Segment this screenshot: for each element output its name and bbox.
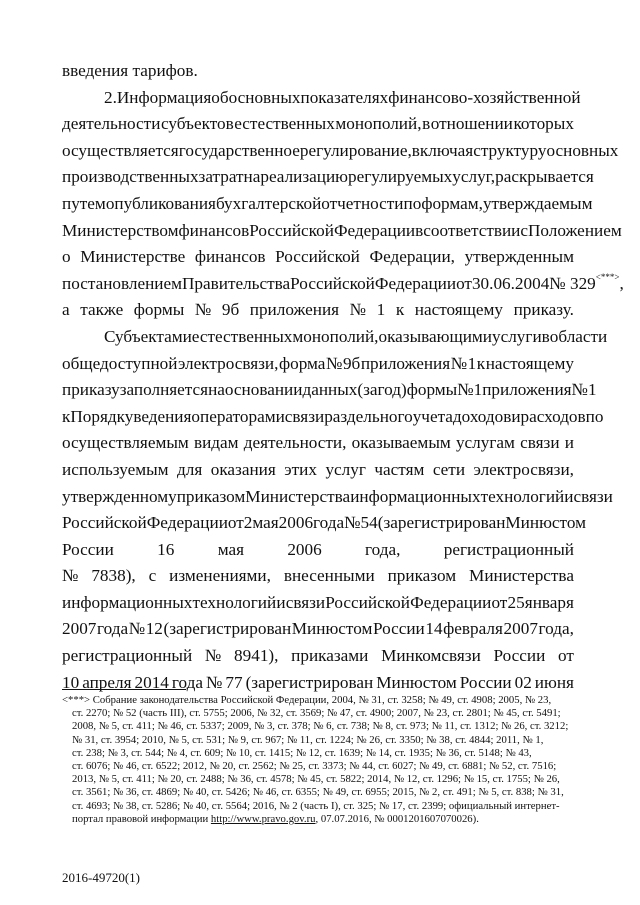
- word: Федерации: [146, 513, 228, 533]
- word: утвержденным: [464, 247, 574, 267]
- word: [549, 271, 623, 298]
- word: к: [395, 300, 405, 320]
- word: финансово-хозяйственной: [388, 87, 581, 107]
- word: отчетности: [321, 193, 404, 213]
- word: об: [211, 87, 229, 107]
- footnote-line-4: ст. 238; № 3, ст. 544; № 4, ст. 609; № 10, ст. 1415; № 12, ст. 1639; № 14, ст. 1935; № 36, ст. 5148; № 43,: [72, 746, 532, 759]
- word: Информация: [116, 87, 212, 107]
- word: деятельности: [62, 114, 161, 134]
- body-line: [62, 616, 574, 643]
- word: по: [403, 193, 422, 213]
- word: финансов: [194, 247, 266, 267]
- word: информационных: [350, 486, 481, 506]
- word: Минюстом: [291, 619, 373, 639]
- word: технологий: [480, 486, 565, 506]
- body-line: [62, 590, 574, 617]
- word: 25: [507, 592, 525, 612]
- word: монополий,: [292, 326, 379, 346]
- word: Субъектами: [104, 326, 192, 346]
- footnote-line-0: [62, 694, 580, 707]
- footnote-last-prefix: портал правовой информации: [72, 812, 211, 825]
- word: Министерства: [245, 486, 351, 506]
- word: связи: [573, 486, 613, 506]
- word: России: [372, 619, 425, 639]
- body-line: [62, 164, 594, 191]
- word: 14: [425, 619, 443, 639]
- word: настоящему: [485, 353, 574, 373]
- footnote-line-1: ст. 2270; № 52 (часть III), ст. 5755; 2006, № 32, ст. 3569; № 47, ст. 4900; 2007, № 23, ст. 2801; № 45, ст. 5491;: [72, 707, 561, 720]
- word: введения тарифов.: [62, 61, 198, 80]
- word: также: [80, 300, 124, 320]
- word: 16: [157, 539, 175, 559]
- word: регулируемых: [348, 167, 453, 187]
- word: на: [243, 167, 261, 187]
- word: приказом: [387, 566, 457, 586]
- word: естественных: [234, 114, 335, 134]
- word: Минкомсвязи: [381, 646, 481, 666]
- footnote-line-9: [62, 813, 580, 826]
- word: 2007: [62, 619, 97, 639]
- word: 30.06.2004: [471, 273, 550, 293]
- word: доходов: [452, 406, 512, 426]
- word: раздельного: [324, 406, 413, 426]
- footnote-line-5: ст. 6076; № 46, ст. 6522; 2012, № 20, ст. 2562; № 25, ст. 3373; № 44, ст. 6027; № 49, ст. 6881; № 52, ст. 7516;: [72, 760, 557, 773]
- word: технологий: [192, 592, 277, 612]
- footnote-text-0: Собрание законодательства Российской Федерации, 2004, № 31, ст. 3258; № 49, ст. 4908; 2005, № 23,: [92, 694, 552, 706]
- word: производственных: [62, 167, 199, 187]
- word: субъектов: [160, 114, 234, 134]
- word: Положением: [528, 220, 622, 240]
- word: утвержденному: [62, 486, 177, 506]
- word: и: [564, 486, 574, 506]
- word: апреля: [82, 672, 132, 692]
- body-text: [62, 58, 624, 696]
- word: года,: [538, 619, 574, 639]
- word: деятельности,: [243, 433, 347, 453]
- word: включая: [411, 140, 474, 160]
- word: внесенными: [283, 566, 375, 586]
- word: №: [62, 566, 79, 586]
- body-line: [62, 563, 574, 590]
- word: №: [128, 619, 146, 639]
- body-line: [62, 351, 574, 378]
- word: к: [476, 353, 486, 373]
- pravo-link[interactable]: http://www.pravo.gov.ru: [210, 812, 316, 825]
- body-line: [62, 138, 619, 165]
- word: (зарегистрирован: [245, 672, 374, 692]
- word: Федерации,: [369, 247, 455, 267]
- word: и: [564, 433, 574, 453]
- word: от: [227, 513, 244, 533]
- word: опубликования: [105, 193, 216, 213]
- word: России: [62, 539, 114, 559]
- word: января: [524, 592, 574, 612]
- footnote-marker: <***>: [62, 694, 91, 706]
- word: основных: [228, 87, 301, 107]
- word: регистрационный: [443, 539, 574, 559]
- word: февраля: [443, 619, 503, 639]
- body-line: [62, 484, 613, 511]
- word: электросвязи,: [473, 459, 574, 479]
- footnote-last-suffix: , 07.07.2016, № 0001201607070026).: [315, 812, 479, 825]
- word: о: [62, 247, 71, 267]
- body-line: [62, 111, 574, 138]
- word: Минюстом: [376, 672, 457, 692]
- body-line: [62, 643, 574, 670]
- word: приказом: [176, 486, 246, 506]
- word: (зарегистрирован: [163, 619, 292, 639]
- word: года,: [365, 539, 401, 559]
- word: Министерстве: [80, 247, 186, 267]
- word: 10: [62, 672, 80, 692]
- word: 8941),: [234, 646, 279, 666]
- word: частям: [374, 459, 425, 479]
- footnote-line-2: 2008, № 5, ст. 411; № 46, ст. 5337; 2009, № 3, ст. 378; № 6, ст. 738; № 8, ст. 973; № 11, ст. 1312; № 26, ст. 3212;: [72, 720, 569, 733]
- body-line: [62, 377, 597, 404]
- word: бухгалтерской: [215, 193, 322, 213]
- word: связи: [520, 433, 560, 453]
- word: Федерации: [410, 592, 492, 612]
- word: 1: [376, 300, 386, 320]
- body-line: [62, 404, 604, 431]
- body-line: [62, 85, 581, 112]
- body-line: [62, 457, 574, 484]
- word: к: [62, 406, 71, 426]
- word: 1: [467, 353, 477, 373]
- body-line: [62, 324, 608, 351]
- word: в: [541, 326, 550, 346]
- word: Минюстом: [505, 513, 586, 533]
- word: показателях: [300, 87, 389, 107]
- word: в: [415, 220, 424, 240]
- word: настоящему: [414, 300, 503, 320]
- word: 2.: [104, 87, 117, 107]
- word: (зарегистрирован: [377, 513, 506, 533]
- word: которых: [513, 114, 574, 134]
- word: 2: [243, 513, 253, 533]
- word: 54: [360, 513, 378, 533]
- footnote-divider: [62, 689, 186, 690]
- word: Российской: [62, 513, 147, 533]
- body-line: [62, 58, 574, 85]
- word: №: [349, 300, 367, 320]
- word: 9б: [221, 300, 240, 320]
- word: путем: [62, 193, 106, 213]
- footnote-line-8: ст. 4693; № 38, ст. 5286; № 40, ст. 5564; 2016, № 2 (часть I), ст. 325; № 17, ст. 2399; официальный интернет-: [72, 799, 560, 812]
- footnote-reference[interactable]: <***>: [595, 271, 620, 282]
- word: услугам: [455, 433, 515, 453]
- word: 2014: [134, 672, 169, 692]
- word: (за: [357, 380, 378, 400]
- comma: ,: [619, 273, 624, 293]
- word: России: [493, 646, 546, 666]
- word: естественных: [191, 326, 293, 346]
- word: от: [558, 646, 574, 666]
- word: России: [459, 672, 512, 692]
- word: год): [377, 380, 407, 400]
- word: от: [491, 592, 508, 612]
- word: видам: [193, 433, 239, 453]
- body-line: [62, 670, 574, 697]
- word: регулирование,: [299, 140, 412, 160]
- word: реализацию: [260, 167, 349, 187]
- word: ведения: [133, 406, 192, 426]
- word: приложения: [360, 353, 451, 373]
- word: используемым: [62, 459, 169, 479]
- word: №: [205, 672, 223, 692]
- word: мая: [217, 539, 244, 559]
- word: учета: [412, 406, 453, 426]
- word: услуг: [325, 459, 366, 479]
- word: операторами: [191, 406, 285, 426]
- body-line: [62, 297, 574, 324]
- body-line: [62, 271, 624, 298]
- document-number: 2016-49720(1): [62, 870, 140, 885]
- word: связи: [284, 406, 325, 426]
- word: №: [194, 300, 212, 320]
- body-line: [62, 191, 593, 218]
- word: этих: [284, 459, 317, 479]
- word: утверждаемым: [482, 193, 593, 213]
- word: Российской: [290, 273, 375, 293]
- body-line: [62, 510, 586, 537]
- word: №: [204, 646, 222, 666]
- word: информационных: [62, 592, 193, 612]
- word: по: [585, 406, 604, 426]
- word: а: [62, 300, 70, 320]
- word: от: [456, 273, 472, 293]
- word: приказу: [62, 380, 120, 400]
- word: услуги: [492, 326, 542, 346]
- word: оказания: [210, 459, 276, 479]
- word: и: [511, 406, 521, 426]
- word: года: [96, 619, 129, 639]
- body-line: [62, 218, 622, 245]
- word: для: [177, 459, 203, 479]
- word: и: [276, 592, 286, 612]
- word: электросвязи,: [177, 353, 279, 373]
- word: формы: [133, 300, 185, 320]
- word: услуг,: [452, 167, 496, 187]
- word: №: [325, 353, 343, 373]
- word: Федерации: [333, 220, 416, 240]
- word: структуру: [473, 140, 547, 160]
- word: формы: [406, 380, 458, 400]
- word: Российской: [249, 220, 334, 240]
- word: раскрывается: [495, 167, 594, 187]
- word: оказываемым: [351, 433, 451, 453]
- word: заполняется: [119, 380, 209, 400]
- body-line: [62, 430, 574, 457]
- word: №: [344, 513, 361, 533]
- word: года: [313, 513, 345, 533]
- word: Российской: [325, 592, 410, 612]
- word: государственное: [178, 140, 300, 160]
- word: затрат: [198, 167, 244, 187]
- footnote-line-7: ст. 3561; № 36, ст. 4869; № 40, ст. 5426; № 46, ст. 6355; № 49, ст. 6955; 2015, № 2, ст. 491; № 5, ст. 838; № 31,: [72, 786, 564, 799]
- word: на: [208, 380, 225, 400]
- word: №1: [571, 380, 597, 400]
- word: приказу.: [513, 300, 574, 320]
- word: с: [520, 220, 529, 240]
- body-paragraphs: [62, 58, 624, 696]
- word: приказами: [291, 646, 369, 666]
- word-text: № 329: [549, 273, 596, 293]
- word: 2007: [503, 619, 538, 639]
- word: года: [171, 672, 203, 692]
- word: с: [148, 566, 157, 586]
- word: Министерством: [62, 220, 179, 240]
- word: 02: [514, 672, 532, 692]
- body-line: [62, 537, 574, 564]
- word: 1: [473, 380, 483, 400]
- word: общедоступной: [62, 353, 178, 373]
- word: форма: [278, 353, 326, 373]
- word: 2006: [287, 539, 322, 559]
- word: приложения: [249, 300, 340, 320]
- word: сети: [432, 459, 466, 479]
- word: оказывающими: [378, 326, 492, 346]
- body-line: [62, 244, 574, 271]
- word: Министерства: [469, 566, 574, 586]
- word: мая: [252, 513, 279, 533]
- word: основных: [546, 140, 619, 160]
- word: осуществляемым: [62, 433, 189, 453]
- word: финансов: [178, 220, 250, 240]
- word: области: [549, 326, 608, 346]
- word: Правительства: [182, 273, 291, 293]
- word: июня: [534, 672, 574, 692]
- word: данных: [302, 380, 358, 400]
- word: постановлением: [62, 273, 182, 293]
- word: изменениями,: [169, 566, 271, 586]
- word: Порядку: [70, 406, 134, 426]
- footnote-line-3: № 31, ст. 3954; 2010, № 5, ст. 531; № 9, ст. 967; № 11, ст. 1224; № 26, ст. 3350; № 38, ст. 4844; 2011, № 1,: [72, 733, 544, 746]
- word: монополий,: [335, 114, 422, 134]
- word: приложения: [482, 380, 572, 400]
- word: Федерации: [374, 273, 457, 293]
- word: 2006: [278, 513, 314, 533]
- word: формам,: [421, 193, 483, 213]
- footnote: [62, 694, 580, 826]
- word: регистрационный: [62, 646, 193, 666]
- word: 9б: [342, 353, 361, 373]
- word: осуществляется: [62, 140, 179, 160]
- word: связи: [285, 592, 326, 612]
- word: Российской: [275, 247, 360, 267]
- word: 12: [145, 619, 163, 639]
- footnote-line-6: 2013, № 5, ст. 411; № 20, ст. 2488; № 36, ст. 4578; № 45, ст. 5822; 2014, № 12, ст. 1296; № 15, ст. 1755; № 26,: [72, 773, 560, 786]
- word: 7838),: [91, 566, 136, 586]
- word: расходов: [520, 406, 586, 426]
- word: №: [450, 353, 468, 373]
- word: №: [457, 380, 474, 400]
- word: соответствии: [423, 220, 521, 240]
- word: в: [422, 114, 431, 134]
- word: 77: [225, 672, 243, 692]
- word: отношении: [430, 114, 513, 134]
- word: основании: [224, 380, 303, 400]
